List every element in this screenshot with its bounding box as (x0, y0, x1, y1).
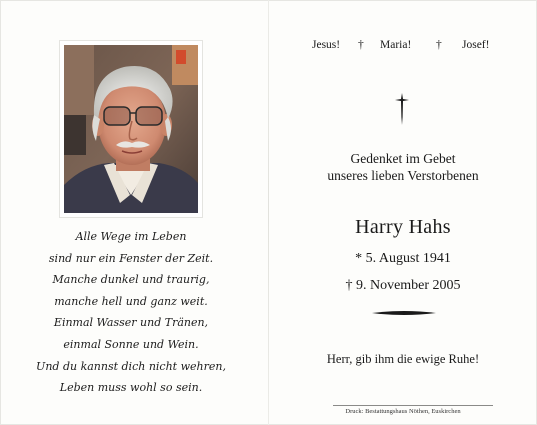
invocation-jesus: Jesus! (312, 39, 341, 51)
deceased-name: Harry Hahs (355, 216, 451, 238)
poem-line: Alle Wege im Leben (75, 230, 187, 243)
invocation-cross: † (436, 39, 442, 51)
poem-line: manche hell und ganz weit. (54, 294, 208, 308)
printer-credit: Druck: Bestattungshaus Nöthen, Euskirchen (345, 408, 461, 415)
birth-date: * 5. August 1941 (355, 251, 451, 266)
card-fold (268, 0, 269, 425)
dedication-line: unseres lieben Verstorbenen (327, 167, 479, 183)
poem-line: Und du kannst dich nicht wehren, (36, 359, 226, 373)
poem-line: Einmal Wasser und Tränen, (53, 316, 209, 330)
poem (20, 226, 242, 399)
invocation-maria: Maria! (380, 39, 412, 51)
cross-icon (394, 93, 410, 125)
poem-line: Manche dunkel und traurig, (52, 273, 210, 287)
prayer: Herr, gib ihm die ewige Ruhe! (326, 352, 480, 366)
invocation-line (312, 39, 498, 55)
portrait-image (64, 45, 198, 213)
ornamental-divider (372, 310, 436, 316)
death-date: † 9. November 2005 (345, 278, 461, 293)
dedication-line: Gedenket im Gebet (350, 151, 456, 166)
invocation-cross: † (358, 39, 364, 51)
poem-line: Leben muss wohl so sein. (59, 381, 203, 395)
poem-line: sind nur ein Fenster der Zeit. (48, 251, 214, 265)
poem-line: einmal Sonne und Wein. (63, 337, 199, 351)
invocation-josef: Josef! (462, 39, 490, 51)
dedication (290, 151, 516, 184)
portrait-photo (64, 45, 198, 213)
printer-rule (333, 405, 493, 406)
